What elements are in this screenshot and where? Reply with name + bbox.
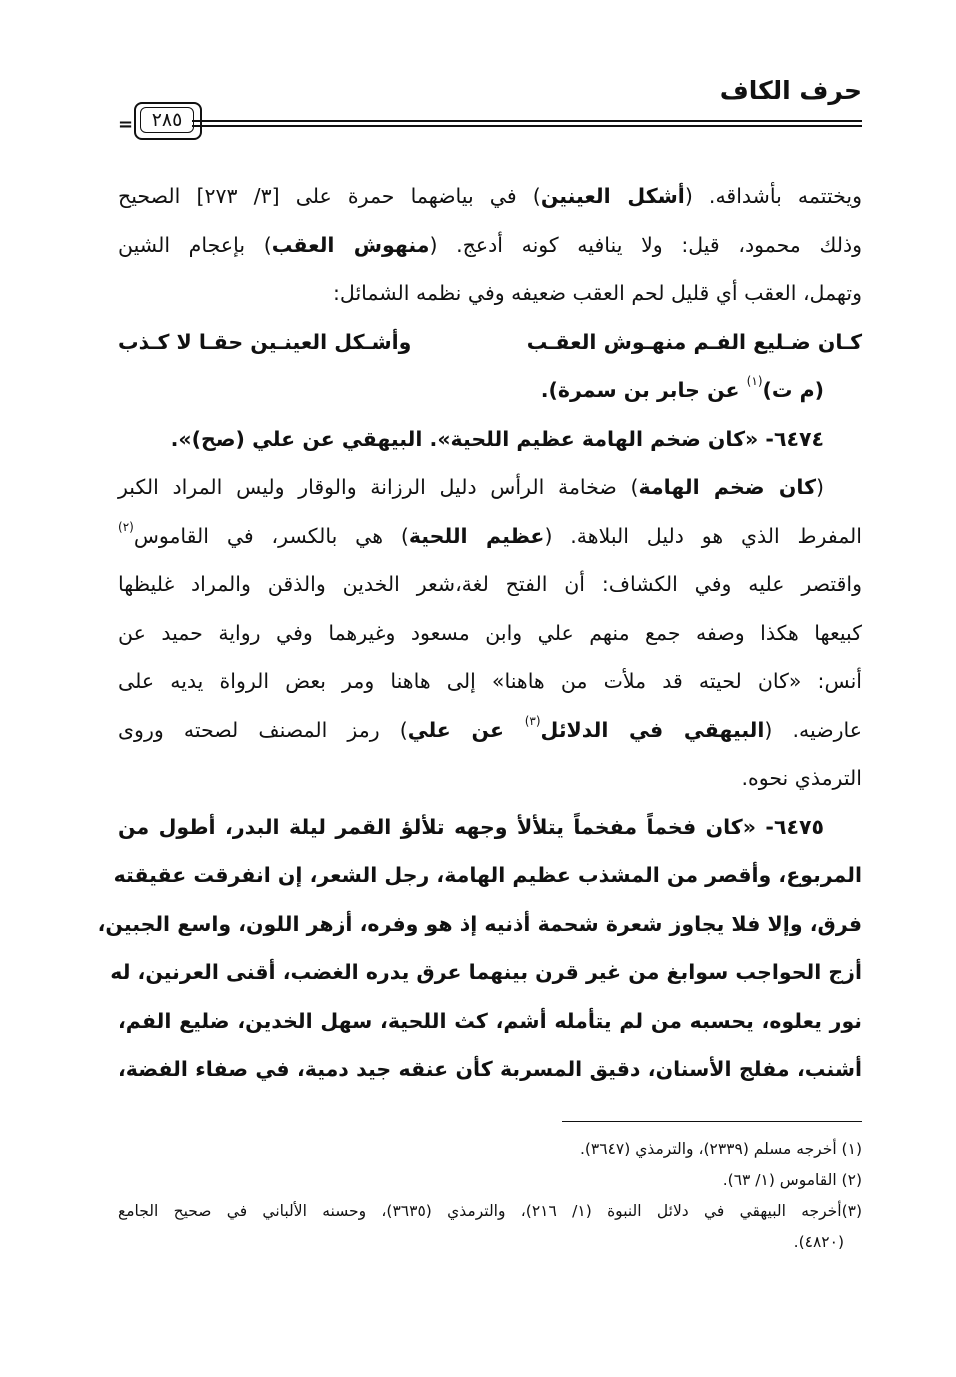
footnote-separator [562,1121,862,1122]
text-line [118,512,862,561]
text-line [118,803,862,852]
text-line [113,851,862,900]
text-line [118,172,862,221]
text-run: عارضيه. ( [764,717,862,742]
footnote-marker: (٢) [118,519,134,534]
bold-text: عن جابر بن سمرة). [540,378,747,402]
footnote-marker: (١) [746,374,763,389]
page-number: ٢٨٥ [140,107,194,133]
text-run: الترمذي نحوه. [741,766,862,790]
text-line [118,269,862,318]
text-line [118,318,862,367]
text-run: المفرط الذي هو دليل البلاهة. ( [544,523,862,548]
text-run: ) بإعجام الشين [118,232,272,257]
text-run: ) في بياضهما حمرة على [٣/ ٢٧٣] الصحيح [118,184,541,208]
footnotes [118,1134,862,1258]
bold-text: أشنب، مفلج الأسنان، دقيق المسربة كأن عنقه جيد دمية، في صفاء الفضة، [118,1057,862,1081]
bold-text: عن علي [407,717,525,742]
bold-text: أزج الحواجب سوابغ من غير قرن بينهما عرق يدره الغضب، أقنى العرنين، له [110,960,862,984]
bold-text: ٦٤٧٤- «كان ضخم الهامة عظيم اللحية». البيهقي عن علي (صح)». [170,426,824,451]
bold-text: أشكل العينين [540,184,685,208]
bold-text: البيهقي في الدلائل [540,717,765,742]
text-run: ( [816,475,824,499]
page-number-box [134,102,202,140]
text-run: وتهمل، العقب أي قليل لحم العقب ضعيفه وفي نظمه الشمائل: [333,281,862,305]
footnote: (٢) القاموس (١/ ٦٣). [722,1171,862,1189]
footnote: (٣)أخرجه البيهقي في دلائل النبوة (١/ ٢١٦)، والترمذي (٣٦٣٥)، وحسنه الألباني في صحيح الجامع [118,1202,863,1220]
text-line [118,706,862,755]
text-run: ) ضخامة الرأس دليل الرزانة والوقار وليس المراد الكبر [118,475,639,499]
header-equals-mark: = [118,114,134,135]
text-line [118,221,862,270]
footnote: (٤٨٢٠). [793,1233,844,1251]
text-line [118,560,862,609]
text-line [118,997,862,1046]
text-run: أنس: «كان لحيته قد ملأت من هاهنا» إلى هاهنا ومر بعض الرواة يديه على [118,669,862,693]
footnote: (١) أخرجه مسلم (٢٣٣٩)، والترمذي (٣٦٤٧). [579,1140,862,1158]
text-line [118,415,862,464]
text-run: واقتصر عليه وفي الكشاف: أن الفتح لغة،شعر الخدين والذقن والمراد غليظها [118,572,862,596]
bold-text: كان ضخم الهامة [638,475,816,499]
bold-text: فرق، وإلا فلا يجاوز شعرة شحمة أذنيه إذ هو وفره، أزهر اللون، واسع الجبين، [97,911,862,936]
verse-first-hemistich: كـان ضـليع الفـم منهـوش العقـب [526,329,862,354]
bold-text: المربوع، وأقصر من المشذب عظيم الهامة، رجل الشعر، إن انفرقت عقيقته [113,863,862,887]
verse-second-hemistich: وأشـكل العينـين حقـا لا كـذب [118,329,412,354]
text-line [118,609,862,658]
chapter-title: حرف الكاف [719,76,862,105]
page-number-frame [118,102,204,142]
footnote-marker: (٣) [524,713,541,728]
text-line [118,463,862,512]
bold-text: عظيم اللحية [408,523,545,548]
text-run: ويختتمه بأشداقه. ( [684,184,862,208]
text-line [118,754,862,803]
text-line [118,366,862,415]
text-run: كبيعها هكذا وصفه جمع منهم علي وابن مسعود وغيرهما وفي رواية حميد عن [118,620,862,645]
text-line [110,948,862,997]
bold-text: نور يعلوه، يحسبه من لم يتأمله أشم، كث اللحية، سهل الخدين، ضليع الفم، [118,1008,862,1033]
bold-text: منهوش العقب [271,232,430,257]
header-double-rule [192,120,862,127]
bold-text: ٦٤٧٥- «كان فخماً مفخماً يتلألأ وجهه تلألؤ القمر ليلة البدر، أطول من [118,814,824,839]
main-text [97,172,863,1094]
text-line [97,900,862,949]
text-line [118,657,862,706]
text-run: ) هي بالكسر، في القاموس [133,523,409,548]
text-run: ) رمز المصنف لصحته وروى [118,717,408,742]
text-run: وذلك محمود، قيل: ولا ينافيه كونه أدعج. ( [429,232,863,257]
bold-text: (م ت) [762,378,824,402]
text-line [118,1045,862,1094]
